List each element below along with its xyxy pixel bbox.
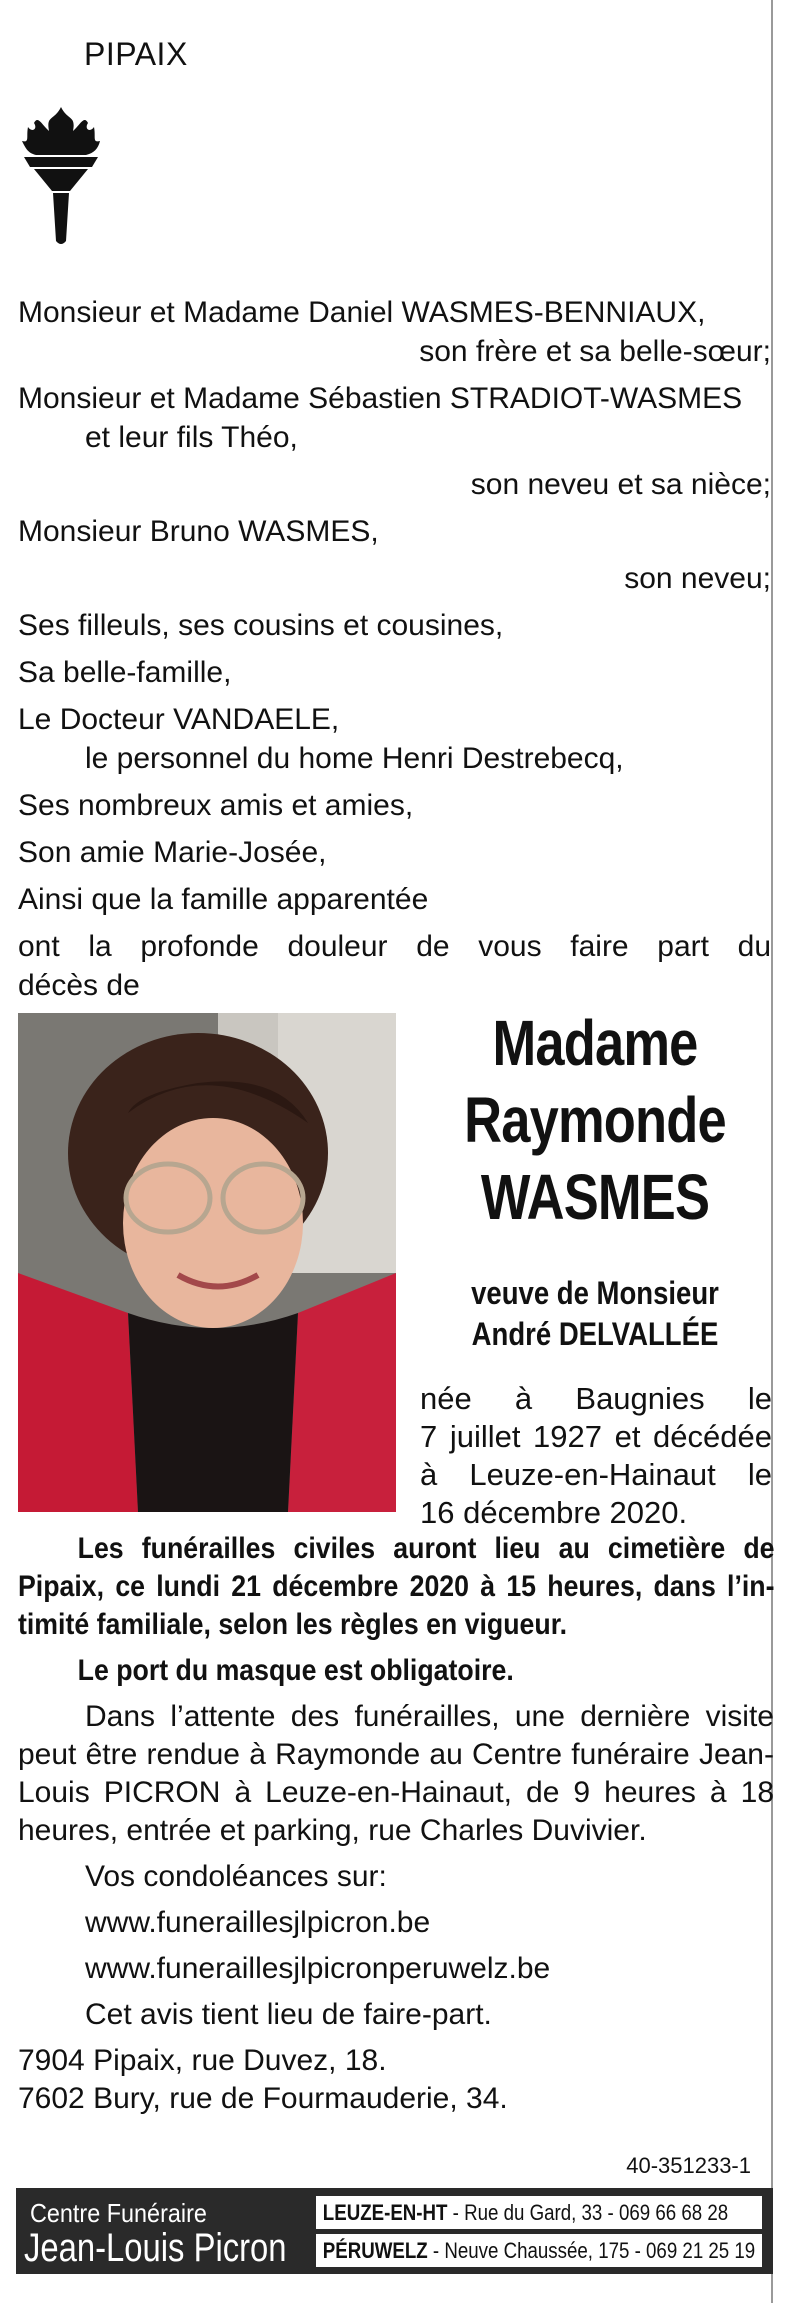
deceased-name	[448, 1005, 742, 1236]
office-peruwelz	[316, 2234, 762, 2267]
funeral-line: Les funérailles civiles auront lieu au cimetière de	[77, 1532, 775, 1565]
deceased-first-name: Raymonde	[464, 1084, 726, 1156]
family-line: Monsieur et Madame Daniel WASMES-BENNIAUX,	[18, 296, 706, 329]
website-link[interactable]: www.funeraillesjlpicron.be	[85, 1906, 431, 1939]
family-line: Monsieur Bruno WASMES,	[18, 515, 379, 548]
deceased-last-name: WASMES	[480, 1161, 710, 1233]
family-line: Son amie Marie-Josée,	[18, 836, 327, 869]
widow-line: veuve de Monsieur	[471, 1275, 719, 1311]
office-details: - Rue du Gard, 33 - 069 66 68 28	[447, 2200, 729, 2225]
detail-line: à Leuze-en-Hainaut le	[420, 1457, 772, 1492]
reference-number: 40-351233-1	[626, 2153, 751, 2178]
office-leuze	[316, 2196, 762, 2229]
family-relation: son neveu et sa nièce;	[470, 468, 771, 501]
family-line: Le Docteur VANDAELE,	[18, 703, 340, 736]
mask-notice: Le port du masque est obligatoire.	[77, 1654, 514, 1687]
family-line: Ses nombreux amis et amies,	[18, 789, 414, 822]
family-line: Sa belle-famille,	[18, 656, 232, 689]
funeral-line: Pipaix, ce lundi 21 décembre 2020 à 15 heures, dans l’in-	[18, 1570, 775, 1603]
office-city: LEUZE-EN-HT	[322, 2200, 448, 2225]
detail-line: née à Baugnies le	[420, 1381, 772, 1416]
office-city: PÉRUWELZ	[322, 2238, 428, 2263]
town-heading: PIPAIX	[84, 36, 188, 72]
brand-name: Jean-Louis Picron	[24, 2226, 287, 2270]
announcement-line: décès de	[18, 969, 140, 1002]
notice-line: Cet avis tient lieu de faire-part.	[85, 1998, 492, 2031]
announcement-line: ont la profonde douleur de vous faire part du	[18, 930, 771, 963]
family-line: Ainsi que la famille apparentée	[18, 883, 429, 916]
family-line: et leur fils Théo,	[85, 421, 298, 454]
family-relation: son frère et sa belle-sœur;	[419, 335, 771, 368]
torch-icon	[16, 103, 106, 247]
family-list	[18, 293, 771, 1005]
detail-line: 16 décembre 2020.	[420, 1495, 688, 1530]
brand-subtitle: Centre Funéraire	[30, 2198, 207, 2228]
visit-paragraph: Dans l’attente des funérailles, une dernière visite peut être rendue à Raymonde au Centre funéraire Jean-Louis PICRON à Leuze-en-Hainaut, de 9 heures à 18 heures, entrée et parking, rue Charles Duvivier.	[18, 1700, 774, 1847]
family-relation: son neveu;	[624, 562, 771, 595]
address-line: 7904 Pipaix, rue Duvez, 18.	[18, 2044, 387, 2077]
family-line: Monsieur et Madame Sébastien STRADIOT-WASMES	[18, 382, 743, 415]
widow-line: André DELVALLÉE	[471, 1316, 719, 1352]
portrait-photo	[18, 1013, 396, 1512]
funeral-line: timité familiale, selon les règles en vigueur.	[18, 1608, 568, 1641]
funeral-home-banner	[16, 2188, 773, 2274]
family-line: Ses filleuls, ses cousins et cousines,	[18, 609, 504, 642]
website-link[interactable]: www.funeraillesjlpicronperuwelz.be	[85, 1952, 551, 1985]
addresses	[18, 2042, 774, 2118]
funeral-details	[18, 1530, 774, 2118]
office-details: - Neuve Chaussée, 175 - 069 21 25 19	[427, 2238, 756, 2263]
address-line: 7602 Bury, rue de Fourmauderie, 34.	[18, 2082, 508, 2115]
widow-of	[441, 1273, 749, 1355]
birth-death-details	[420, 1380, 772, 1532]
condolences-label: Vos condoléances sur:	[85, 1860, 387, 1893]
deceased-title: Madame	[492, 1007, 698, 1079]
detail-line: 7 juillet 1927 et décédée	[420, 1419, 772, 1454]
family-line: le personnel du home Henri Destrebecq,	[85, 742, 624, 775]
